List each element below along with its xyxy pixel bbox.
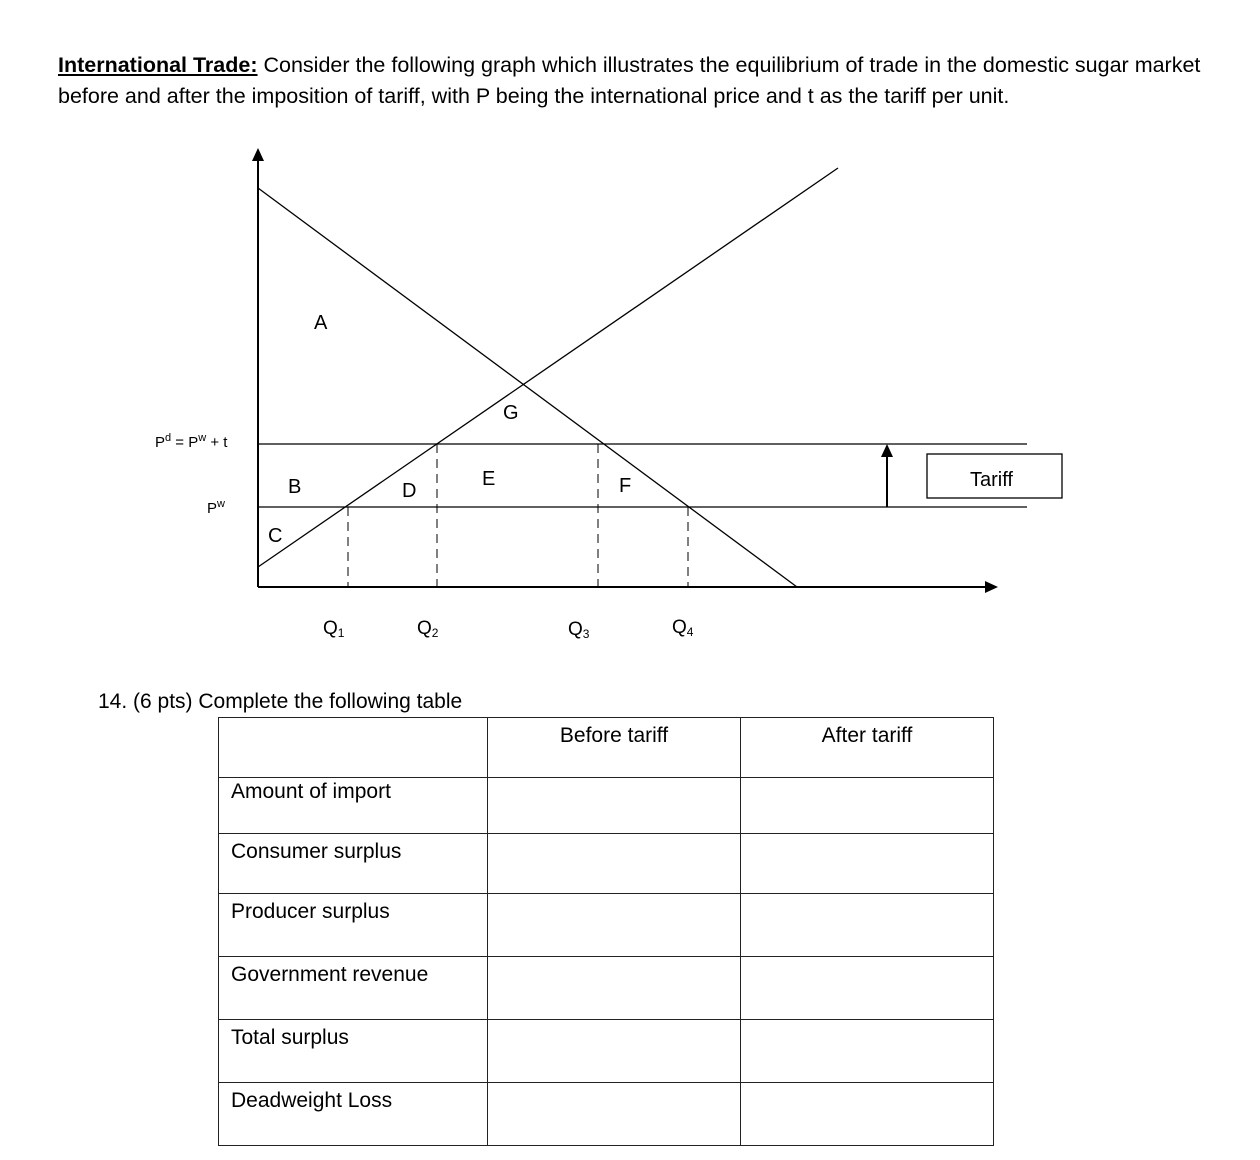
row-label-consumer-surplus: Consumer surplus [219,834,488,894]
tariff-arrow-icon [881,444,893,457]
row-label-producer-surplus: Producer surplus [219,894,488,957]
quantity-label-q3: Q3 [568,619,590,641]
demand-curve [258,188,797,587]
quantity-label-q4: Q4 [672,617,694,639]
cell-consumer-surplus-after[interactable] [741,834,994,894]
cell-consumer-surplus-before[interactable] [488,834,741,894]
table-row [219,1083,994,1146]
cell-total-surplus-after[interactable] [741,1020,994,1083]
answer-table [218,717,994,1146]
table-row [219,894,994,957]
intro-heading: International Trade: [58,53,258,77]
area-label-b: B [288,476,302,498]
tariff-label: Tariff [970,469,1013,491]
intro-text: Consider the following graph which illustrates the equilibrium of trade in the domestic sugar market before and after the imposition of tariff, with P being the international price and t as the tariff per unit. [58,53,1201,108]
cell-import-before[interactable] [488,778,741,834]
cell-producer-surplus-before[interactable] [488,894,741,957]
table-header-row [219,718,994,778]
world-price-label: $P^w$ [207,498,225,517]
area-label-d: D [402,480,417,502]
table-row [219,778,994,834]
x-axis-arrow [985,581,998,593]
row-label-total-surplus: Total surplus [219,1020,488,1083]
area-label-a: A [314,312,328,334]
y-axis-arrow [252,148,264,161]
row-label-deadweight-loss: Deadweight Loss [219,1083,488,1146]
cell-deadweight-loss-after[interactable] [741,1083,994,1146]
table-row [219,957,994,1020]
cell-import-after[interactable] [741,778,994,834]
cell-government-revenue-after[interactable] [741,957,994,1020]
row-label-import: Amount of import [219,778,488,834]
tariff-price-label: $P^d = P^w + t$ [155,432,228,451]
quantity-label-q2: Q2 [417,618,439,640]
table-row [219,1020,994,1083]
table-header-after: After tariff [741,718,994,778]
cell-government-revenue-before[interactable] [488,957,741,1020]
area-label-f: F [619,475,632,497]
question-text: 14. (6 pts) Complete the following table [98,690,463,713]
table-row [219,834,994,894]
cell-producer-surplus-after[interactable] [741,894,994,957]
area-label-c: C [268,525,283,547]
area-label-e: E [482,468,496,490]
cell-deadweight-loss-before[interactable] [488,1083,741,1146]
row-label-government-revenue: Government revenue [219,957,488,1020]
area-label-g: G [503,402,519,424]
table-header-before: Before tariff [488,718,741,778]
quantity-label-q1: Q1 [323,618,345,640]
cell-total-surplus-before[interactable] [488,1020,741,1083]
table-header-empty [219,718,488,778]
